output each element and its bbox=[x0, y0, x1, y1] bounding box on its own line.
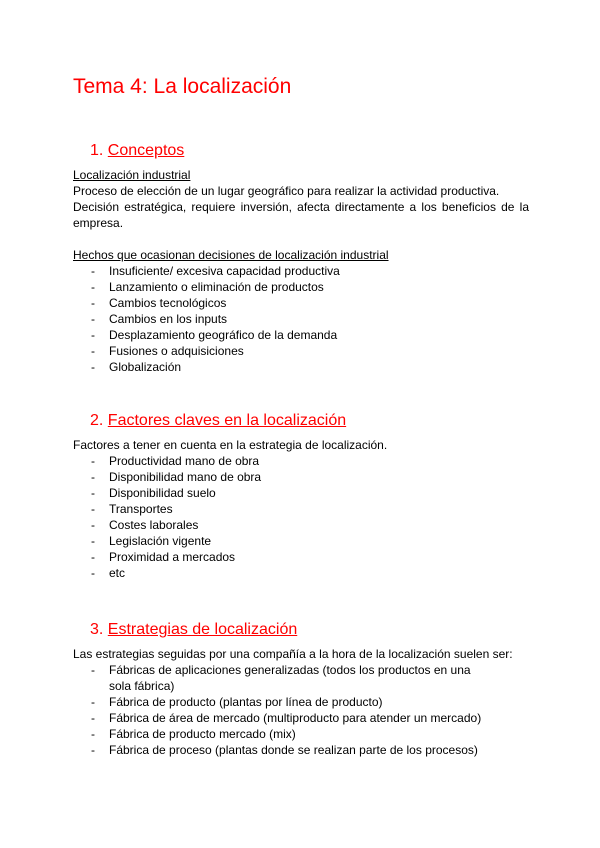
paragraph: Decisión estratégica, requiere inversión, afecta directamente a los beneficios de la empresa. bbox=[73, 200, 529, 230]
list-marker: - bbox=[91, 486, 95, 500]
list-item-text: Costes laborales bbox=[109, 518, 199, 532]
list-item-text: Proximidad a mercados bbox=[109, 550, 236, 564]
section-title: Estrategias de localización bbox=[107, 621, 298, 638]
subheading-hechos: Hechos que ocasionan decisiones de localización industrial bbox=[73, 248, 389, 262]
list-marker: - bbox=[91, 454, 95, 468]
list-marker: - bbox=[91, 264, 95, 278]
list-item bbox=[73, 263, 529, 279]
section-title: Factores claves en la localización bbox=[107, 412, 347, 429]
list-item bbox=[73, 694, 493, 710]
list-item-text: Globalización bbox=[109, 360, 182, 374]
list-marker: - bbox=[91, 344, 95, 358]
list-marker: - bbox=[91, 727, 95, 741]
list-item bbox=[73, 565, 529, 581]
list-item bbox=[73, 469, 529, 485]
list-item-text: Cambios tecnológicos bbox=[109, 296, 227, 310]
list-marker: - bbox=[91, 663, 95, 677]
list-marker: - bbox=[91, 312, 95, 326]
list-item-text: Fábrica de proceso (plantas donde se realizan parte de los procesos) bbox=[109, 743, 478, 757]
list-item bbox=[73, 501, 529, 517]
section-number: 1. bbox=[90, 142, 104, 159]
paragraph: Proceso de elección de un lugar geográfico para realizar la actividad productiva. bbox=[73, 184, 500, 198]
paragraph: Factores a tener en cuenta en la estrategia de localización. bbox=[73, 438, 388, 452]
list-marker: - bbox=[91, 711, 95, 725]
section-number: 3. bbox=[90, 621, 104, 638]
list-item bbox=[73, 359, 529, 375]
list-item-text: Disponibilidad suelo bbox=[109, 486, 216, 500]
list-marker: - bbox=[91, 470, 95, 484]
list-item bbox=[73, 279, 529, 295]
list-item-text: Fábrica de producto mercado (mix) bbox=[109, 727, 296, 741]
section-body-estrategias bbox=[73, 646, 529, 758]
list-item bbox=[73, 517, 529, 533]
section-body-conceptos bbox=[73, 167, 529, 375]
document-title: Tema 4: La localización bbox=[73, 75, 292, 98]
blank-line bbox=[73, 231, 529, 247]
list-marker: - bbox=[91, 296, 95, 310]
list-marker: - bbox=[91, 695, 95, 709]
list-item-text: Disponibilidad mano de obra bbox=[109, 470, 262, 484]
list-item bbox=[73, 343, 529, 359]
list-marker: - bbox=[91, 743, 95, 757]
list-item bbox=[73, 726, 493, 742]
subheading-localizacion-industrial: Localización industrial bbox=[73, 168, 191, 182]
list-marker: - bbox=[91, 566, 95, 580]
section-title: Conceptos bbox=[107, 142, 185, 159]
list-item-text: Transportes bbox=[109, 502, 173, 516]
list-item-text: Fusiones o adquisiciones bbox=[109, 344, 244, 358]
paragraph: Las estrategias seguidas por una compañía a la hora de la localización suelen ser: bbox=[73, 647, 513, 661]
list-item-text: Insuficiente/ excesiva capacidad productiva bbox=[109, 264, 340, 278]
dash-list bbox=[73, 662, 493, 758]
list-marker: - bbox=[91, 518, 95, 532]
list-marker: - bbox=[91, 360, 95, 374]
list-marker: - bbox=[91, 502, 95, 516]
list-item-text: Lanzamiento o eliminación de productos bbox=[109, 280, 324, 294]
list-item bbox=[73, 710, 493, 726]
list-marker: - bbox=[91, 534, 95, 548]
list-item bbox=[73, 453, 529, 469]
list-item bbox=[73, 295, 529, 311]
list-item-text: Fábrica de producto (plantas por línea de producto) bbox=[109, 695, 383, 709]
list-item bbox=[73, 327, 529, 343]
list-item-text: Productividad mano de obra bbox=[109, 454, 260, 468]
list-item bbox=[73, 485, 529, 501]
list-item-text: Legislación vigente bbox=[109, 534, 212, 548]
list-item-text: Desplazamiento geográfico de la demanda bbox=[109, 328, 338, 342]
list-item bbox=[73, 311, 529, 327]
section-body-factores bbox=[73, 437, 529, 581]
list-item bbox=[73, 549, 529, 565]
list-item-text: etc bbox=[109, 566, 126, 580]
section-heading-factores bbox=[90, 411, 346, 431]
list-item bbox=[73, 662, 493, 694]
list-item-text: Cambios en los inputs bbox=[109, 312, 228, 326]
section-heading-conceptos bbox=[90, 141, 184, 161]
section-heading-estrategias bbox=[90, 620, 297, 640]
list-item bbox=[73, 533, 529, 549]
dash-list bbox=[73, 263, 529, 375]
list-marker: - bbox=[91, 280, 95, 294]
list-item-text: Fábrica de área de mercado (multiproducto para atender un mercado) bbox=[109, 711, 482, 725]
section-number: 2. bbox=[90, 412, 104, 429]
list-marker: - bbox=[91, 328, 95, 342]
list-marker: - bbox=[91, 550, 95, 564]
dash-list bbox=[73, 453, 529, 581]
list-item-text: Fábricas de aplicaciones generalizadas (todos los productos en una sola fábrica) bbox=[109, 663, 471, 693]
list-item bbox=[73, 742, 493, 758]
